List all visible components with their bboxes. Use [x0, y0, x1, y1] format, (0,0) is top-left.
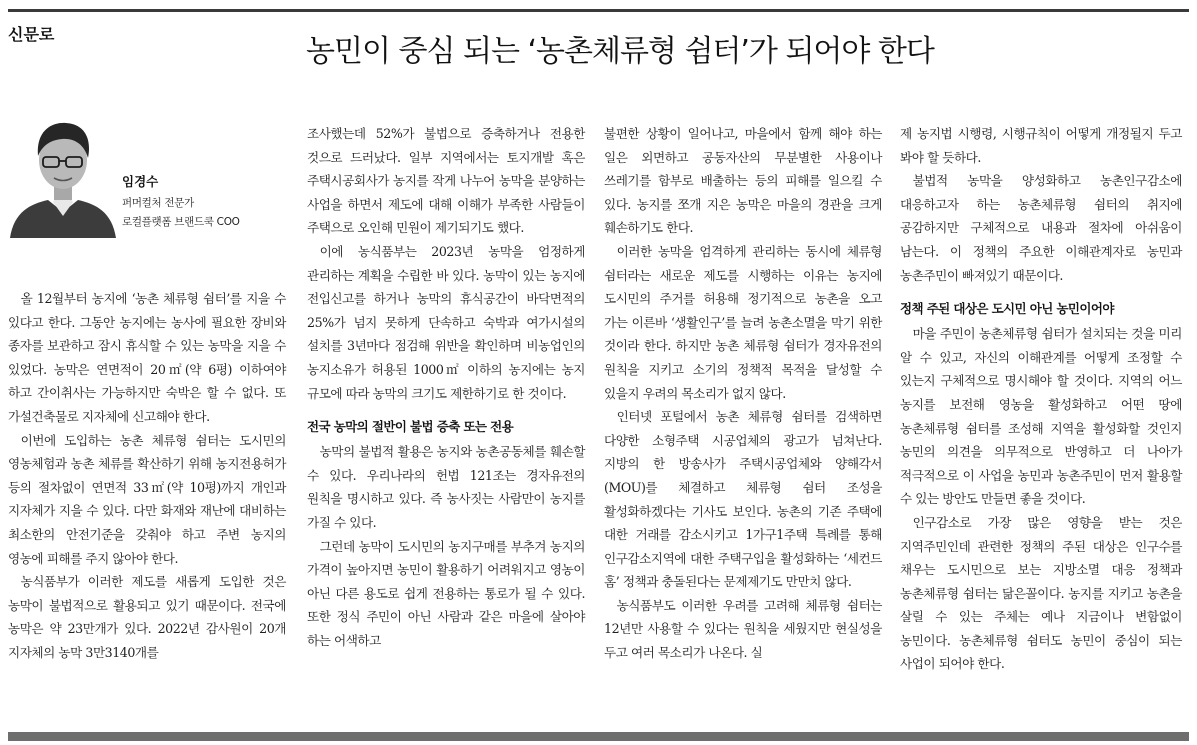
top-rule [8, 9, 1189, 12]
paragraph: 올 12월부터 농지에 ‘농촌 체류형 쉼터’를 지을 수 있다고 한다. 그동안 농지에는 농사에 필요한 장비와 종자를 보관하고 잠시 휴식할 수 있는 농막을 지을 수 있었다. 농막은 연면적이 20㎡(약 6평) 이하여야 하고 간이취사는 가능하지만 숙박은 할 수 없다. 또 가설건축물로 지자체에 신고해야 한다. [8, 291, 286, 424]
bottom-rule [8, 732, 1189, 741]
headline: 농민이 중심 되는 ‘농촌체류형 쉼터’가 되어야 한다 [306, 34, 934, 69]
paragraph: 농식품부도 이러한 우려를 고려해 체류형 쉼터는 12년만 사용할 수 있다는 원칙을 세웠지만 현실성을 두고 여러 목소리가 나온다. 실 [604, 597, 882, 661]
author-title: 퍼머컬처 전문가 [122, 197, 194, 209]
paragraph: 조사했는데 52%가 불법으로 증축하거나 전용한 것으로 드러났다. 일부 지역에서는 토지개발 혹은 주택시공회사가 농지를 작게 나누어 농막을 분양하는 사업을 하면서 제도에 대해 이해가 부족한 사람들이 주택으로 오인해 민원이 제기되기도 했다. [307, 126, 585, 236]
paragraph: 마을 주민이 농촌체류형 쉼터가 설치되는 것을 미리 알 수 있고, 자신의 이해관계를 어떻게 조정할 수 있는지 구체적으로 명시해야 할 것이다. 지역의 어느 농지를 보전해 영농을 활성화하고 어떤 땅에 농촌체류형 쉼터를 조성해 지역을 활성화할 것인지 농민의 의견을 의무적으로 반영하고 더 나아가 적극적으로 이 사업을 농민과 농촌주민이 먼저 활용할 수 있는 방안도 만들면 좋을 것이다. [900, 326, 1182, 507]
paragraph: 농막의 불법적 활용은 농지와 농촌공동체를 훼손할 수 있다. 우리나라의 헌법 121조는 경자유전의 원칙을 명시하고 있다. 즉 농사짓는 사람만이 농지를 가질 수 있다. [307, 444, 585, 530]
section-label: 신문로 [8, 25, 55, 44]
author-photo [8, 112, 118, 238]
paragraph: 인터넷 포털에서 농촌 체류형 쉼터를 검색하면 다양한 소형주택 시공업체의 광고가 넘쳐난다. 지방의 한 방송사가 주택시공업체와 양해각서(MOU)를 체결하고 체류형 쉼터 조성을 활성화하겠다는 기사도 보인다. 농촌의 기존 주택에 대한 거래를 감소시키고 1가구1주택 특례를 통해 인구감소지역에 대한 주택구입을 활성화하는 ‘세컨드 홈’ 정책과 충돌된다는 문제제기도 만만치 않다. [604, 409, 882, 590]
paragraph: 불법적 농막을 양성화하고 농촌인구감소에 대응하고자 하는 농촌체류형 쉼터의 취지에 공감하지만 구체적으로 내용과 절차에 아쉬움이 남는다. 이 정책의 주요한 이해관계자로 농민과 농촌주민이 빠져있기 때문이다. [900, 173, 1182, 283]
paragraph: 이에 농식품부는 2023년 농막을 엄정하게 관리하는 계획을 수립한 바 있다. 농막이 있는 농지에 전입신고를 하거나 농막의 휴식공간이 바닥면적의 25%가 넘지 못하게 단속하고 숙박과 여가시설의 설치를 3년마다 점검해 위반을 확인하며 비농업인의 농지소유가 허용된 1000㎡ 이하의 농지에는 농지 규모에 따라 농막의 크기도 제한하기로 한 것이다. [307, 243, 585, 401]
subheading: 전국 농막의 절반이 불법 증축 또는 전용 [307, 419, 514, 435]
article-column-3 [604, 122, 882, 665]
author-affiliation: 로컬플랫폼 브랜드쿡 COO [122, 216, 240, 228]
paragraph: 인구감소로 가장 많은 영향을 받는 것은 지역주민인데 관련한 정책의 주된 대상은 인구수를 채우는 도시민으로 보는 지방소멸 대응 정책과 농촌체류형 쉼터는 닮은꼴이다. 농지를 지키고 농촌을 살릴 수 있는 주체는 예나 지금이나 변함없이 농민이다. 농촌체류형 쉼터도 농민이 중심이 되는 사업이 되어야 한다. [900, 514, 1182, 672]
paragraph: 이번에 도입하는 농촌 체류형 쉼터는 도시민의 영농체험과 농촌 체류를 확산하기 위해 농지전용허가 등의 절차없이 연면적 33㎡(약 10평)까지 개인과 지자체가 지을 수 있다. 다만 화재와 재난에 대비하는 최소한의 안전기준을 갖춰야 하고 주변 농지의 영농에 피해를 주지 않아야 한다. [8, 432, 286, 566]
paragraph: 그런데 농막이 도시민의 농지구매를 부추겨 농지의 가격이 높아지면 농민이 활용하기 어려워지고 영농이 아닌 다른 용도로 쉽게 전용하는 통로가 될 수 있다. 또한 정식 주민이 아닌 사람과 같은 마을에 살아야 하는 어색하고 [307, 538, 585, 648]
subheading: 정책 주된 대상은 도시민 아닌 농민이어야 [900, 301, 1114, 317]
paragraph: 이러한 농막을 엄격하게 관리하는 동시에 체류형 쉼터라는 새로운 제도를 시행하는 이유는 농지에 도시민의 주거를 허용해 정기적으로 농촌을 오고 가는 이른바 ‘생활인구’를 늘려 농촌소멸을 막기 위한 것이라 한다. 하지만 농촌 체류형 쉼터가 경자유전의 원칙을 지키고 소기의 정책적 목적을 달성할 수 있을지 우려의 목소리가 없지 않다. [604, 243, 882, 401]
paragraph: 불편한 상황이 일어나고, 마을에서 함께 해야 하는 일은 외면하고 공동자산의 무분별한 사용이나 쓰레기를 함부로 배출하는 등의 피해를 일으킬 수 있다. 농지를 쪼개 지은 농막은 마을의 경관을 크게 훼손하기도 한다. [604, 126, 882, 236]
article-column-2 [307, 122, 585, 652]
article-column-1 [8, 287, 286, 665]
author-name: 임경수 [122, 174, 159, 189]
paragraph: 제 농지법 시행령, 시행규칙이 어떻게 개정될지 두고 봐야 할 듯하다. [900, 126, 1182, 165]
paragraph: 농식품부가 이러한 제도를 새롭게 도입한 것은 농막이 불법적으로 활용되고 있기 때문이다. 전국에 농막은 약 23만개가 있다. 2022년 감사원이 20개 지자체의 농막 3만3140개를 [8, 574, 286, 660]
author-byline [122, 172, 240, 233]
article-column-4 [900, 122, 1182, 676]
